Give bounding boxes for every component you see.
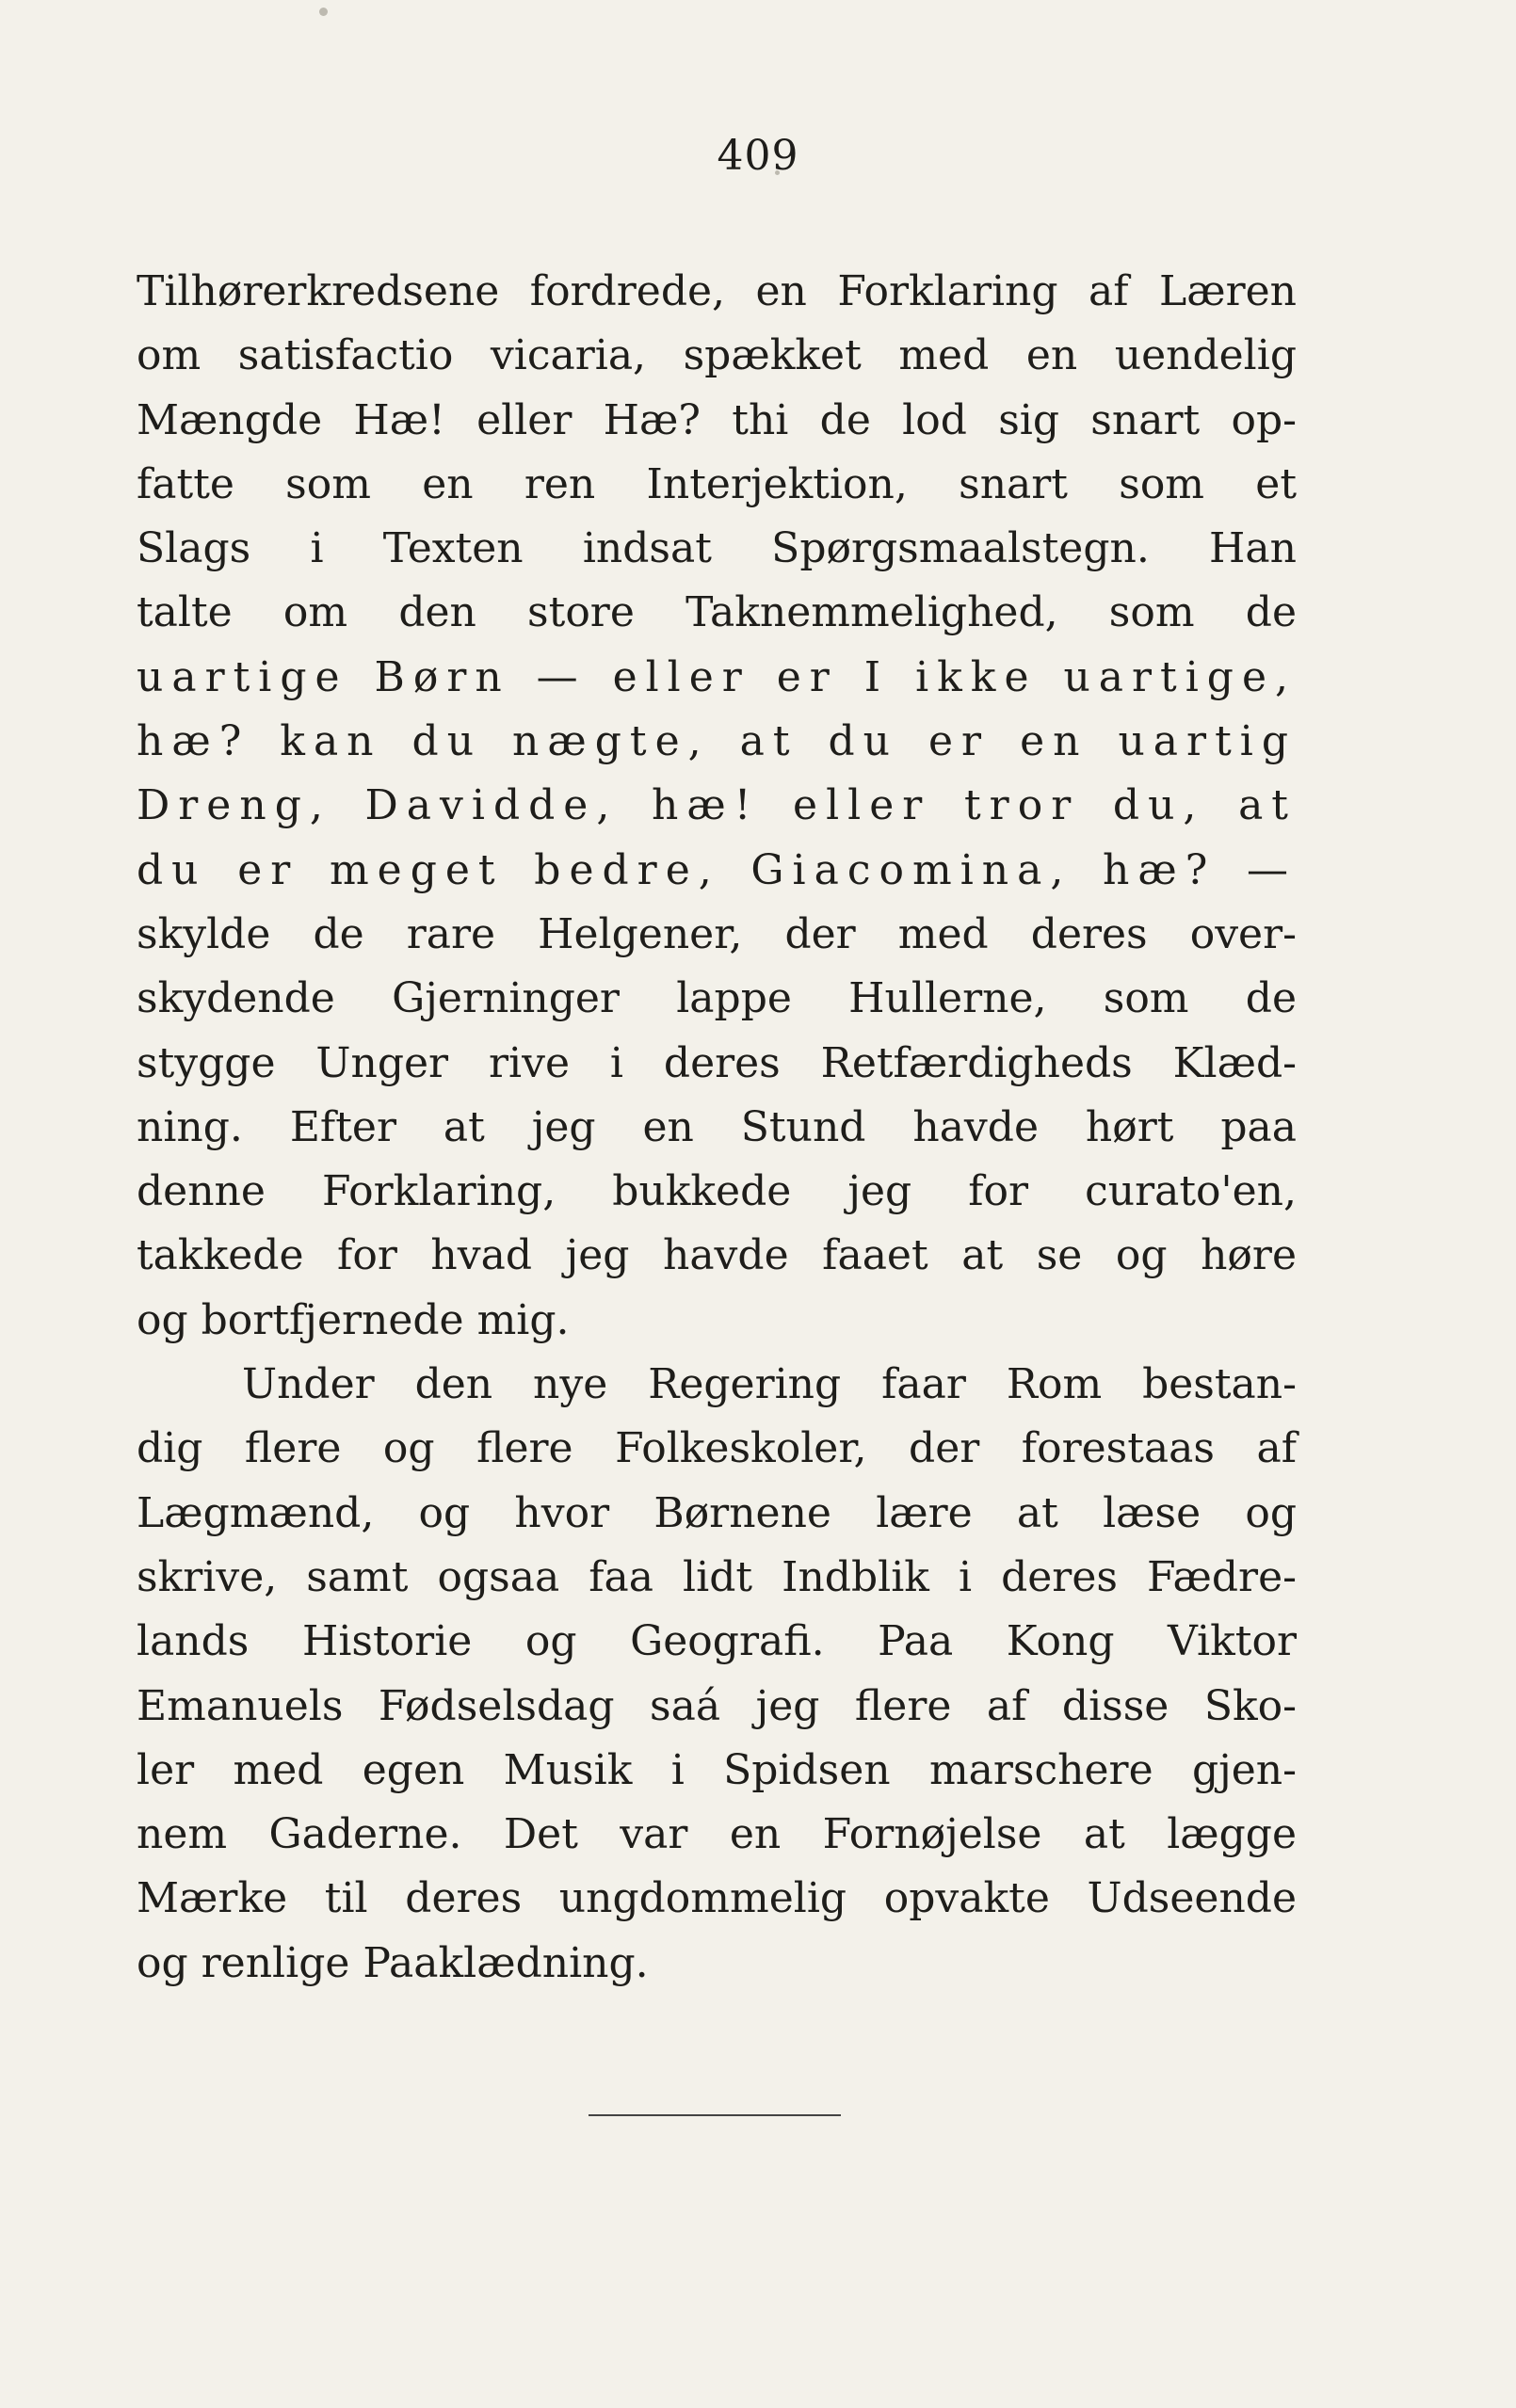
- text-line: ning. Efter at jeg en Stund havde hørt paa: [137, 1102, 1297, 1151]
- paragraph-1: [137, 260, 1297, 1353]
- text-line: nem Gaderne. Det var en Fornøjelse at lægge: [137, 1810, 1297, 1859]
- page-number: 409: [717, 132, 799, 180]
- section-rule: [589, 2114, 841, 2116]
- text-line: takkede for hvad jeg havde faaet at se og høre: [137, 1231, 1297, 1280]
- text-line: skydende Gjerninger lappe Hullerne, som de: [137, 974, 1297, 1023]
- text-line: Lægmænd, og hvor Børnene lære at læse og: [137, 1488, 1297, 1537]
- text-line: dig flere og flere Folkeskoler, der forestaas af: [137, 1424, 1297, 1473]
- text-line: ler med egen Musik i Spidsen marschere gjen-: [137, 1745, 1297, 1794]
- text-line: skrive, samt ogsaa faa lidt Indblik i deres Fædre-: [137, 1552, 1297, 1601]
- text-line: Mærke til deres ungdommelig opvakte Udseende: [137, 1874, 1297, 1923]
- text-line: skylde de rare Helgener, der med deres over-: [137, 909, 1297, 958]
- text-line-spaced: Dreng, Davidde, hæ! eller tror du, at: [137, 781, 1297, 830]
- paper-speck: [319, 8, 328, 16]
- text-line: stygge Unger rive i deres Retfærdigheds Klæd-: [137, 1038, 1297, 1087]
- text-line-indented: Under den nye Regering faar Rom bestan-: [242, 1360, 1297, 1409]
- text-line-spaced: uartige Børn — eller er I ikke uartige,: [137, 652, 1297, 701]
- text-line: talte om den store Taknemmelighed, som de: [137, 588, 1297, 637]
- text-line: Mængde Hæ! eller Hæ? thi de lod sig snart op-: [137, 395, 1297, 444]
- body-text: [137, 260, 1297, 1996]
- text-line: Tilhørerkredsene fordrede, en Forklaring af Læren: [137, 267, 1297, 315]
- text-line: Slags i Texten indsat Spørgsmaalstegn. Han: [137, 524, 1297, 573]
- text-line: lands Historie og Geografi. Paa Kong Viktor: [137, 1617, 1297, 1666]
- text-line: og renlige Paaklædning.: [137, 1938, 649, 1987]
- text-line: og bortfjernede mig.: [137, 1295, 570, 1344]
- paragraph-2: [137, 1353, 1297, 1996]
- text-line: om satisfactio vicaria, spækket med en uendelig: [137, 331, 1297, 380]
- text-line-spaced: hæ? kan du nægte, at du er en uartig: [137, 717, 1297, 766]
- text-line-spaced: du er meget bedre, Giacomina, hæ? —: [137, 845, 1297, 894]
- text-line: Emanuels Fødselsdag saá jeg flere af disse Sko-: [137, 1681, 1297, 1730]
- text-line: denne Forklaring, bukkede jeg for curato'en,: [137, 1167, 1297, 1216]
- text-line: fatte som en ren Interjektion, snart som et: [137, 459, 1297, 508]
